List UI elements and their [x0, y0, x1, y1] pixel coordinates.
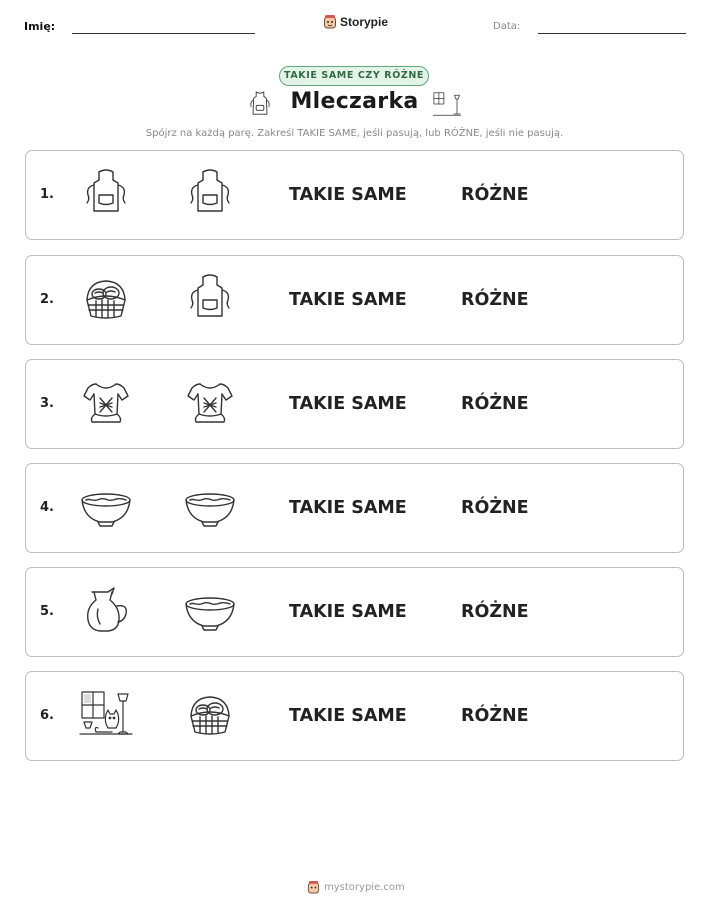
different-option[interactable]: RÓŻNE: [461, 498, 529, 518]
milk-bowl-icon: [182, 480, 238, 536]
exercise-row-1: [25, 150, 684, 240]
storypie-mascot-icon: [323, 14, 337, 30]
instructions: Spójrz na każdą parę. Zakreśl TAKIE SAME, jeśli pasują, lub RÓŻNE, jeśli nie pasują.: [145, 128, 564, 139]
date-input-line[interactable]: [538, 33, 686, 34]
different-option[interactable]: RÓŻNE: [461, 602, 529, 622]
worksheet-type-badge: TAKIE SAME CZY RÓŻNE: [279, 66, 429, 86]
apron-icon: [182, 272, 238, 328]
bread-basket-icon: [182, 688, 238, 744]
date-label: Data:: [493, 21, 521, 32]
row-number: 1.: [40, 187, 54, 202]
page-title: Mleczarka: [290, 89, 419, 114]
same-option[interactable]: TAKIE SAME: [289, 706, 407, 726]
row-number: 4.: [40, 500, 54, 515]
different-option[interactable]: RÓŻNE: [461, 290, 529, 310]
dirndl-blouse-icon: [182, 376, 238, 432]
room-with-cat-icon: [78, 688, 134, 744]
same-option[interactable]: TAKIE SAME: [289, 498, 407, 518]
storypie-mascot-icon: [307, 880, 320, 895]
milk-jug-icon: [78, 584, 134, 640]
same-option[interactable]: TAKIE SAME: [289, 602, 407, 622]
room-with-cat-icon: [432, 90, 462, 118]
apron-icon: [78, 167, 134, 223]
same-option[interactable]: TAKIE SAME: [289, 394, 407, 414]
bread-basket-icon: [78, 272, 134, 328]
footer-url[interactable]: mystorypie.com: [324, 882, 405, 893]
row-number: 6.: [40, 708, 54, 723]
exercise-row-5: [25, 567, 684, 657]
row-number: 5.: [40, 604, 54, 619]
exercise-row-2: [25, 255, 684, 345]
brand-name: Storypie: [340, 15, 389, 29]
row-number: 2.: [40, 292, 54, 307]
milk-bowl-icon: [78, 480, 134, 536]
exercise-row-6: [25, 671, 684, 761]
different-option[interactable]: RÓŻNE: [461, 394, 529, 414]
same-option[interactable]: TAKIE SAME: [289, 185, 407, 205]
dirndl-blouse-icon: [78, 376, 134, 432]
apron-icon: [182, 167, 238, 223]
exercise-row-4: [25, 463, 684, 553]
footer: [307, 880, 405, 895]
name-label: Imię:: [24, 20, 56, 33]
exercise-row-3: [25, 359, 684, 449]
milk-bowl-icon: [182, 584, 238, 640]
different-option[interactable]: RÓŻNE: [461, 185, 529, 205]
name-input-line[interactable]: [72, 33, 255, 34]
row-number: 3.: [40, 396, 54, 411]
brand-logo: [323, 14, 388, 30]
different-option[interactable]: RÓŻNE: [461, 706, 529, 726]
same-option[interactable]: TAKIE SAME: [289, 290, 407, 310]
